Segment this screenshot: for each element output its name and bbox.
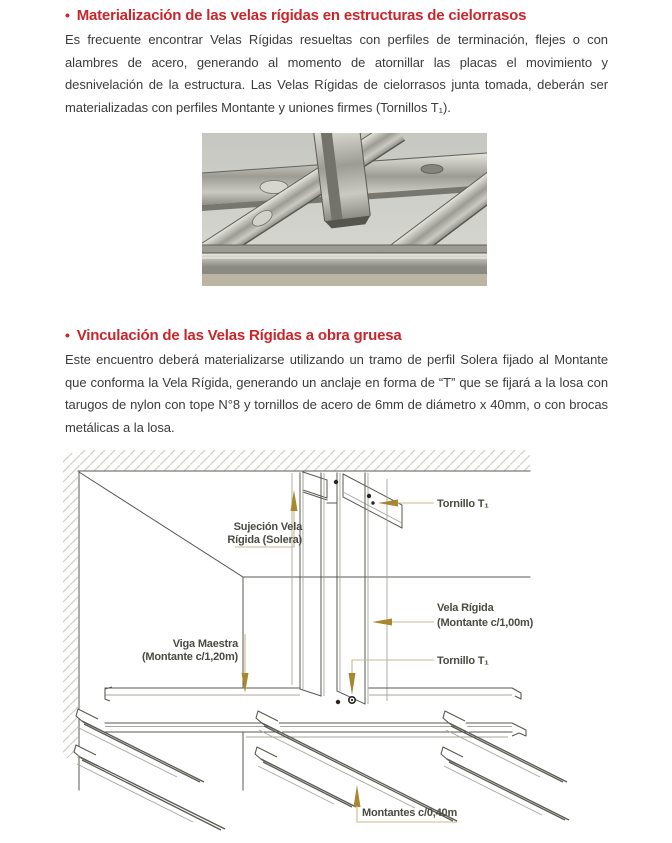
- label-sujecion-line1: Sujeción Vela: [233, 521, 302, 533]
- montante-channel: [255, 747, 356, 807]
- section-heading-2-text: Vinculación de las Velas Rígidas a obra gruesa: [76, 327, 402, 344]
- tornillo-screw: [336, 697, 355, 704]
- label-montantes: Montantes c/0,40m: [362, 807, 458, 819]
- steel-profile-bottom-rail: [202, 245, 487, 286]
- label-vela-line2: (Montante c/1,00m): [437, 617, 534, 629]
- montante-channel: [441, 747, 569, 820]
- bullet-icon: •: [65, 327, 70, 343]
- bullet-icon: •: [65, 7, 70, 23]
- room-perspective-lines: [78, 471, 530, 790]
- arrow-up-icon: [291, 490, 298, 511]
- diagram-labels: [142, 498, 534, 819]
- label-viga-line2: (Montante c/1,20m): [141, 651, 238, 663]
- section-heading-1-text: Materialización de las velas rígidas en estructuras de cielorrasos: [76, 7, 527, 24]
- section-heading-1: [65, 7, 610, 24]
- arrow-down-icon: [349, 673, 356, 695]
- arrow-up-icon: [354, 785, 361, 807]
- montante-channel: [76, 709, 204, 782]
- figure-photo: [202, 133, 487, 286]
- label-viga-line1: Viga Maestra: [172, 638, 238, 650]
- section-paragraph-2: Este encuentro deberá materializarse utilizando un tramo de perfil Solera fijado al Montante que conforma la Vela Rígida, generando un anclaje en forma de “T” que se fijará a la losa con tarugos de nylon con tope N°8 y tornillos de acero de 6mm de diámetro x 40mm, o con brocas metálicas a la losa.: [65, 352, 608, 435]
- section-heading-2: [65, 327, 610, 344]
- label-tornillo-t1-bottom: Tornillo T₁: [437, 655, 489, 667]
- label-sujecion-line2: Rígida (Solera): [227, 534, 302, 546]
- section-paragraph-1: Es frecuente encontrar Velas Rígidas resueltas con perfiles de terminación, flejes o con alambres de acero, generando al momento de atornillar las placas el movimiento y desnivelación de la estructura. Las Velas Rígidas de cielorrasos junta tomada, deberán ser materializadas con perfiles Montante y uniones firmes (Tornillos T₁).: [65, 32, 608, 115]
- montante-channel: [74, 745, 225, 830]
- montante-channel: [443, 711, 567, 782]
- label-tornillo-t1-top: Tornillo T₁: [437, 498, 489, 510]
- montantes-grid: [74, 709, 569, 830]
- technical-diagram: [60, 445, 612, 835]
- label-vela-line1: Vela Rígida: [437, 602, 494, 614]
- arrow-left-icon: [372, 619, 392, 626]
